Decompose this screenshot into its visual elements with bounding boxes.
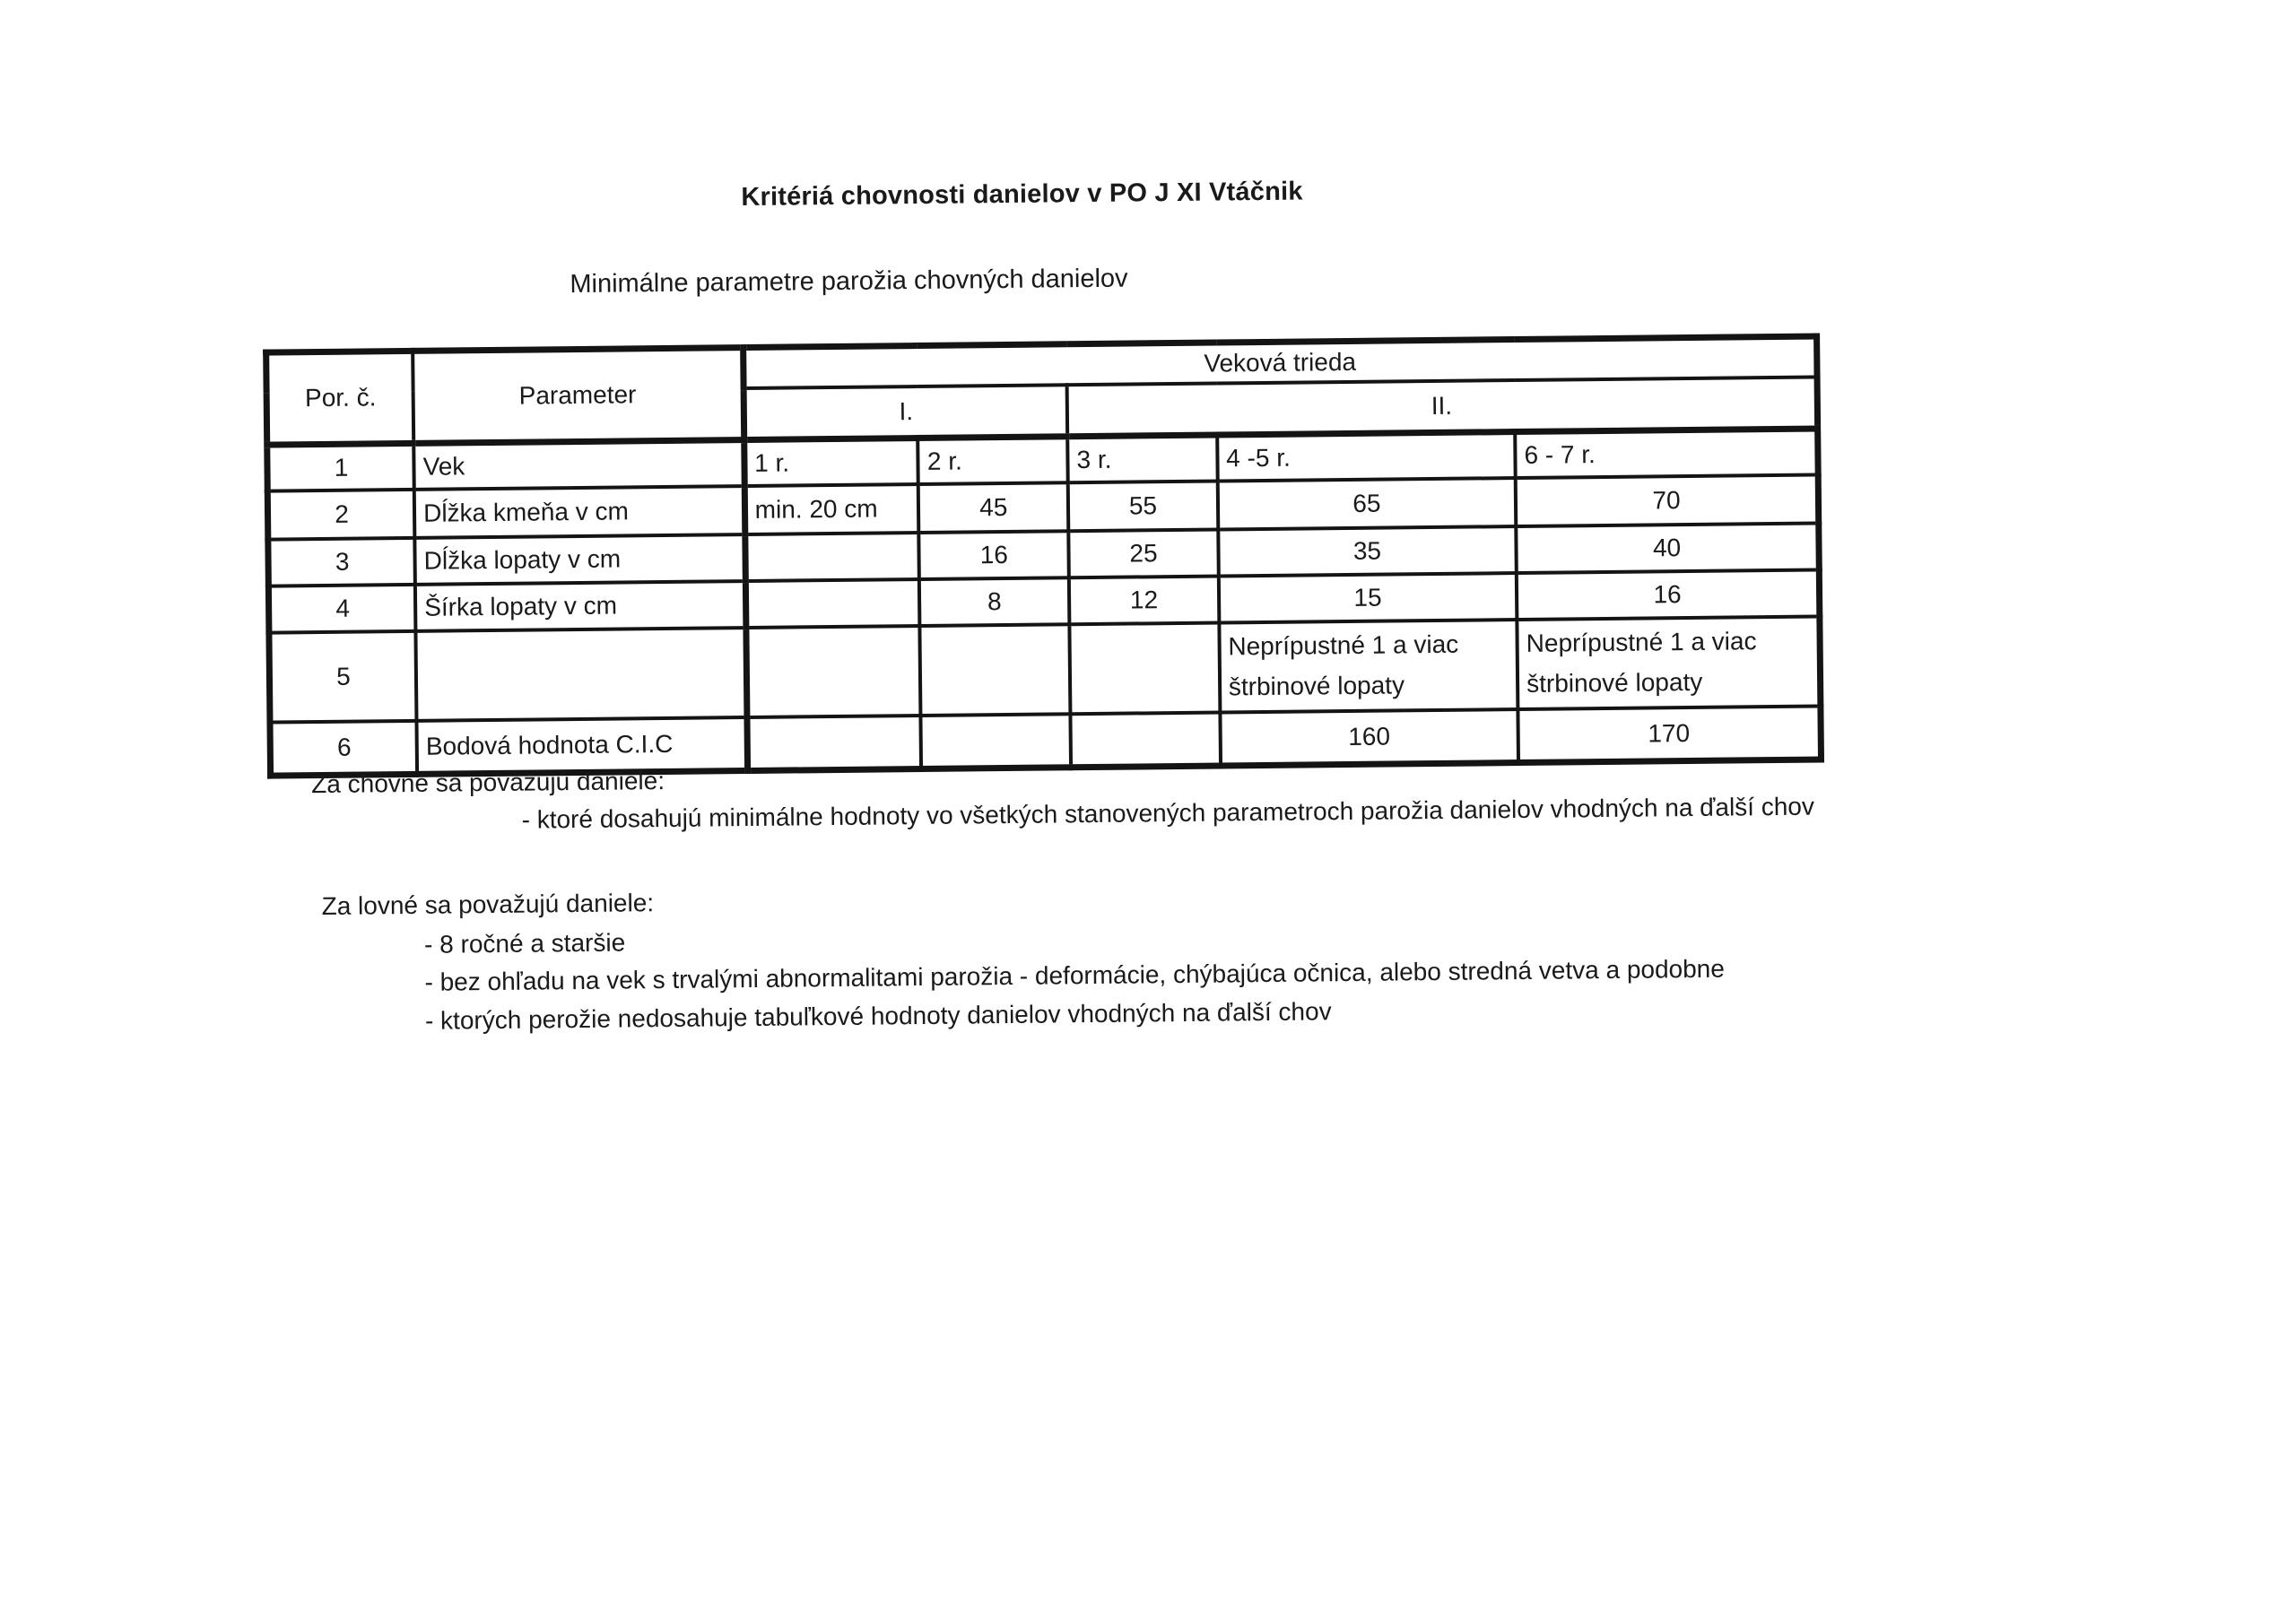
- table-header-order: Por. č.: [266, 351, 414, 445]
- table-cell: 45: [918, 482, 1068, 533]
- table-cell: 70: [1516, 475, 1819, 527]
- table-cell: 3: [268, 538, 415, 586]
- table-cell: 55: [1068, 482, 1218, 532]
- table-cell: 1 r.: [744, 438, 918, 487]
- table-cell: 160: [1220, 709, 1518, 766]
- table-cell: 2 r.: [918, 437, 1068, 484]
- page-title: Kritériá chovnosti danielov v PO J XI Vtáčnik: [741, 177, 1303, 213]
- table-cell: 25: [1068, 530, 1218, 578]
- note-hunting-item: - 8 ročné a staršie: [423, 928, 626, 959]
- table-cell: [747, 716, 922, 771]
- table-cell: 16: [1517, 569, 1820, 620]
- table-cell: [1071, 713, 1221, 768]
- table-cell: 35: [1218, 526, 1517, 576]
- table-cell: [1069, 623, 1220, 715]
- table-cell: min. 20 cm: [744, 484, 919, 534]
- table-cell: 1: [267, 443, 414, 490]
- table-cell: 4: [268, 585, 415, 633]
- table-cell: Dĺžka lopaty v cm: [414, 534, 745, 585]
- table-row: [269, 616, 1821, 722]
- table-cell: 2: [267, 490, 414, 540]
- table-cell: 170: [1518, 706, 1821, 762]
- note-breeding-item: - ktoré dosahujú minimálne hodnoty vo všetkých stanovených parametroch parožia danielov vhodných na ďalší chov: [521, 792, 1815, 834]
- table-cell: 40: [1516, 524, 1819, 574]
- table-cell: [745, 579, 920, 628]
- table-cell: [416, 628, 747, 721]
- table-header-group-1: I.: [744, 385, 1068, 439]
- table-header-group-2: II.: [1067, 378, 1818, 437]
- table-cell: Neprípustné 1 a viac štrbinové lopaty: [1517, 616, 1820, 709]
- table-cell: 8: [919, 577, 1069, 626]
- table-cell: [920, 624, 1071, 716]
- note-hunting-item: - bez ohľadu na vek s trvalými abnormalitami parožia - deformácie, chýbajúca očnica, alebo stredná vetva a podobne: [424, 954, 1726, 996]
- criteria-table: [263, 333, 1824, 778]
- table-cell: [921, 714, 1071, 768]
- note-hunting-heading: Za lovné sa považujú daniele:: [321, 889, 655, 921]
- table-cell: 65: [1217, 478, 1516, 529]
- table-cell: Neprípustné 1 a viac štrbinové lopaty: [1219, 620, 1518, 712]
- note-breeding-heading: Za chovné sa považujú daniele:: [311, 766, 665, 799]
- table-cell: Vek: [413, 440, 744, 490]
- table-cell: 4 -5 r.: [1217, 432, 1516, 482]
- table-header-age-class: Veková trieda: [743, 336, 1817, 388]
- note-hunting-item: - ktorých perožie nedosahuje tabuľkové hodnoty danielov vhodných na ďalší chov: [424, 997, 1332, 1035]
- table-cell: 3 r.: [1067, 435, 1217, 482]
- page-subtitle: Minimálne parametre parožia chovných danielov: [570, 264, 1128, 299]
- table-cell: Bodová hodnota C.I.C: [417, 717, 748, 774]
- table-cell: 16: [919, 531, 1069, 579]
- table-cell: Dĺžka kmeňa v cm: [414, 486, 745, 538]
- table-cell: [746, 626, 921, 717]
- table-cell: 12: [1069, 577, 1219, 625]
- table-cell: 6: [270, 721, 417, 776]
- table-cell: 5: [269, 631, 417, 723]
- table-cell: Šírka lopaty v cm: [415, 581, 746, 631]
- table-cell: [744, 533, 919, 581]
- table-cell: 15: [1219, 573, 1518, 622]
- table-header-parameter: Parameter: [413, 348, 744, 444]
- table-cell: 6 - 7 r.: [1515, 429, 1818, 478]
